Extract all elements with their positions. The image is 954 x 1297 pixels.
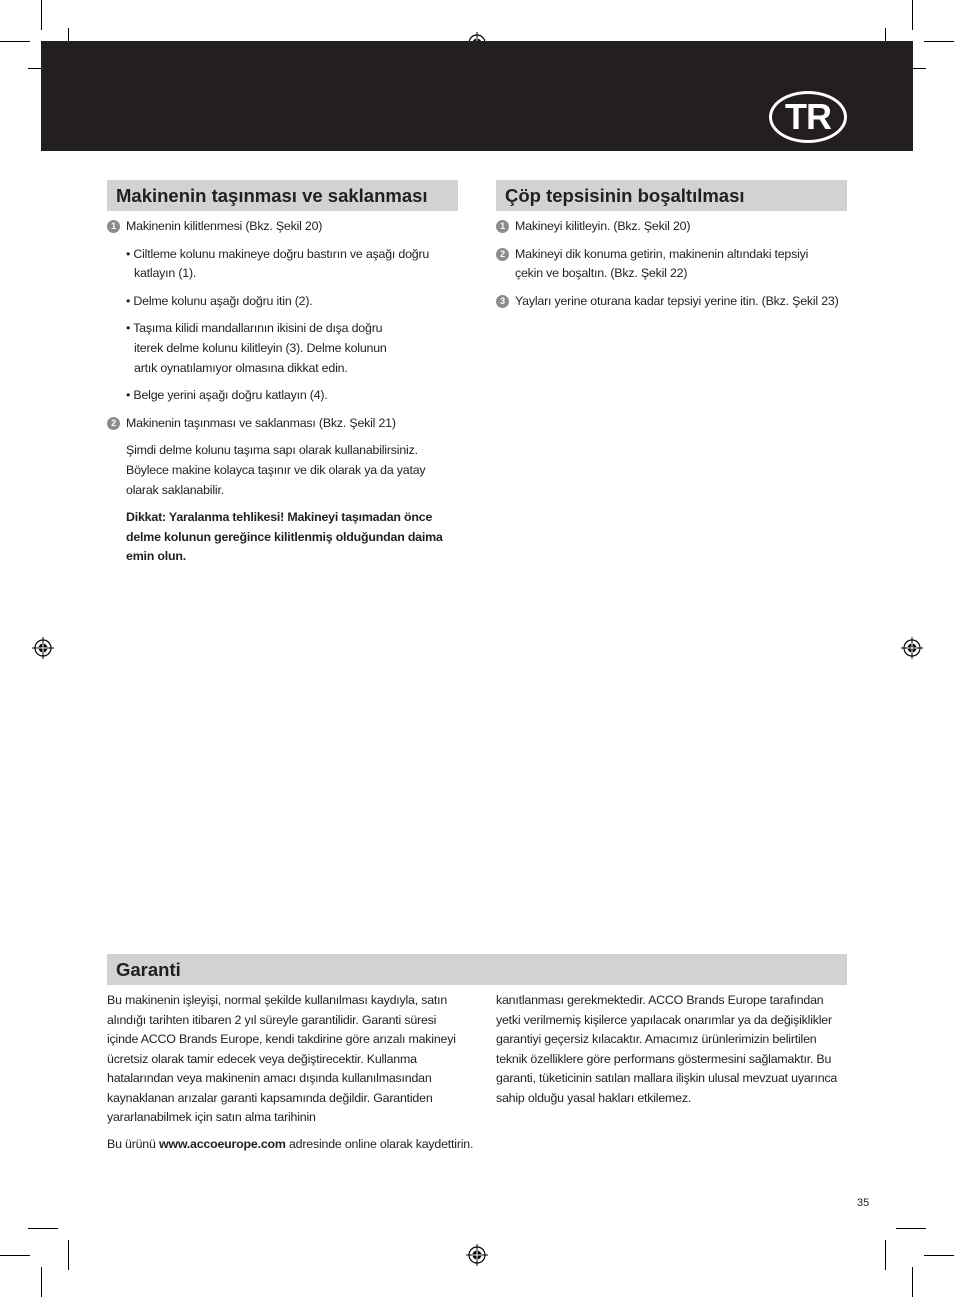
section-title-waste-tray: Çöp tepsisinin boşaltılması — [496, 180, 847, 211]
step-item — [107, 217, 462, 237]
registration-mark-icon — [466, 1244, 488, 1266]
crop-mark — [41, 1267, 42, 1297]
step-text: Makinenin taşınması ve saklanması (Bkz. Şekil 21) — [126, 415, 396, 430]
bullet-item: • Taşıma kilidi mandallarının ikisini de dışa doğru iterek delme kolunu kilitleyin (3). Delme kolunun artık oynatılamıyor olmasına dikkat edin. — [126, 321, 387, 375]
step-item — [496, 217, 851, 237]
body-paragraph: Şimdi delme kolunu taşıma sapı olarak kullanabilirsiniz. Böylece makine kolayca taşınır ve dik olarak ya da yatay olarak saklanabilir. — [126, 443, 426, 497]
crop-mark — [885, 1240, 886, 1270]
crop-mark — [41, 0, 42, 30]
step-text: Makinenin kilitlenmesi (Bkz. Şekil 20) — [126, 219, 323, 233]
crop-mark — [912, 1267, 913, 1297]
step-number-badge: 1 — [496, 220, 509, 233]
crop-mark — [896, 1228, 926, 1229]
section-title-guarantee: Garanti — [107, 954, 847, 985]
register-prefix: Bu ürünü — [107, 1136, 159, 1151]
registration-mark-icon — [901, 637, 923, 659]
guarantee-paragraph: kanıtlanması gerekmektedir. ACCO Brands Europe tarafından yetki verilmemiş kişilerce yapılacak onarımlar ya da değişiklikler garantiyi geçersiz kılacaktır. Amacımız ürünlerimizin belirtilen teknik özelliklere göre performans göstermesini sağlamaktır. Bu garanti, tüketicinin satılan mallara ilişkin ulusal mevzuat uyarınca sahip olduğu yasal hakları etkilemez. — [496, 993, 838, 1105]
step-item — [496, 292, 851, 312]
crop-mark — [0, 41, 30, 42]
registration-mark-icon — [32, 637, 54, 659]
crop-mark — [912, 0, 913, 30]
language-badge: TR — [769, 91, 847, 143]
warning-paragraph: Dikkat: Yaralanma tehlikesi! Makineyi taşımadan önce delme kolunun gereğince kilitlenmiş olduğundan daima emin olun. — [126, 510, 443, 564]
step-item — [496, 245, 851, 284]
transport-content — [107, 217, 462, 575]
crop-mark — [924, 1255, 954, 1256]
step-text: Makineyi kilitleyin. (Bkz. Şekil 20) — [515, 219, 691, 233]
bullet-item: • Belge yerini aşağı doğru katlayın (4). — [126, 388, 328, 403]
waste-tray-content — [496, 217, 851, 319]
crop-mark — [924, 41, 954, 42]
crop-mark — [28, 1228, 58, 1229]
guarantee-paragraph: Bu makinenin işleyişi, normal şekilde kullanılması kaydıyla, satın alındığı tarihten itibaren 2 yıl süreyle garantilidir. Garanti süresi içinde ACCO Brands Europe, kendi takdirine göre arızalı makineyi ücretsiz olarak tamir edecek veya değiştirecektir. Kullanma hatalarından veya makinenin amacı dışında kullanılmasından kaynaklanan arızalar garanti kapsamında değildir. Garantiden yararlanabilmek için satın alma tarihinin — [107, 993, 456, 1124]
bullet-item: • Delme kolunu aşağı doğru itin (2). — [126, 293, 313, 308]
step-text: Makineyi dik konuma getirin, makinenin altındaki tepsiyi çekin ve boşaltın. (Bkz. Şekil 22) — [515, 246, 809, 281]
step-text: Yayları yerine oturana kadar tepsiyi yerine itin. (Bkz. Şekil 23) — [515, 293, 839, 308]
step-number-badge: 2 — [107, 417, 120, 430]
step-item — [107, 414, 462, 434]
crop-mark — [0, 1255, 30, 1256]
register-line — [107, 1135, 474, 1155]
website-link[interactable]: www.accoeurope.com — [158, 1136, 286, 1151]
register-suffix: adresinde online olarak kaydettirin. — [285, 1136, 474, 1151]
step-number-badge: 3 — [496, 295, 509, 308]
guarantee-right-text — [496, 991, 848, 1108]
crop-mark — [68, 1240, 69, 1270]
page-number: 35 — [857, 1197, 870, 1209]
bullet-item: • Ciltleme kolunu makineye doğru bastırın ve aşağı doğru katlayın (1). — [126, 246, 430, 281]
step-number-badge: 2 — [496, 248, 509, 261]
step-number-badge: 1 — [107, 220, 120, 233]
guarantee-left-text — [107, 991, 474, 1154]
section-title-transport: Makinenin taşınması ve saklanması — [107, 180, 458, 211]
